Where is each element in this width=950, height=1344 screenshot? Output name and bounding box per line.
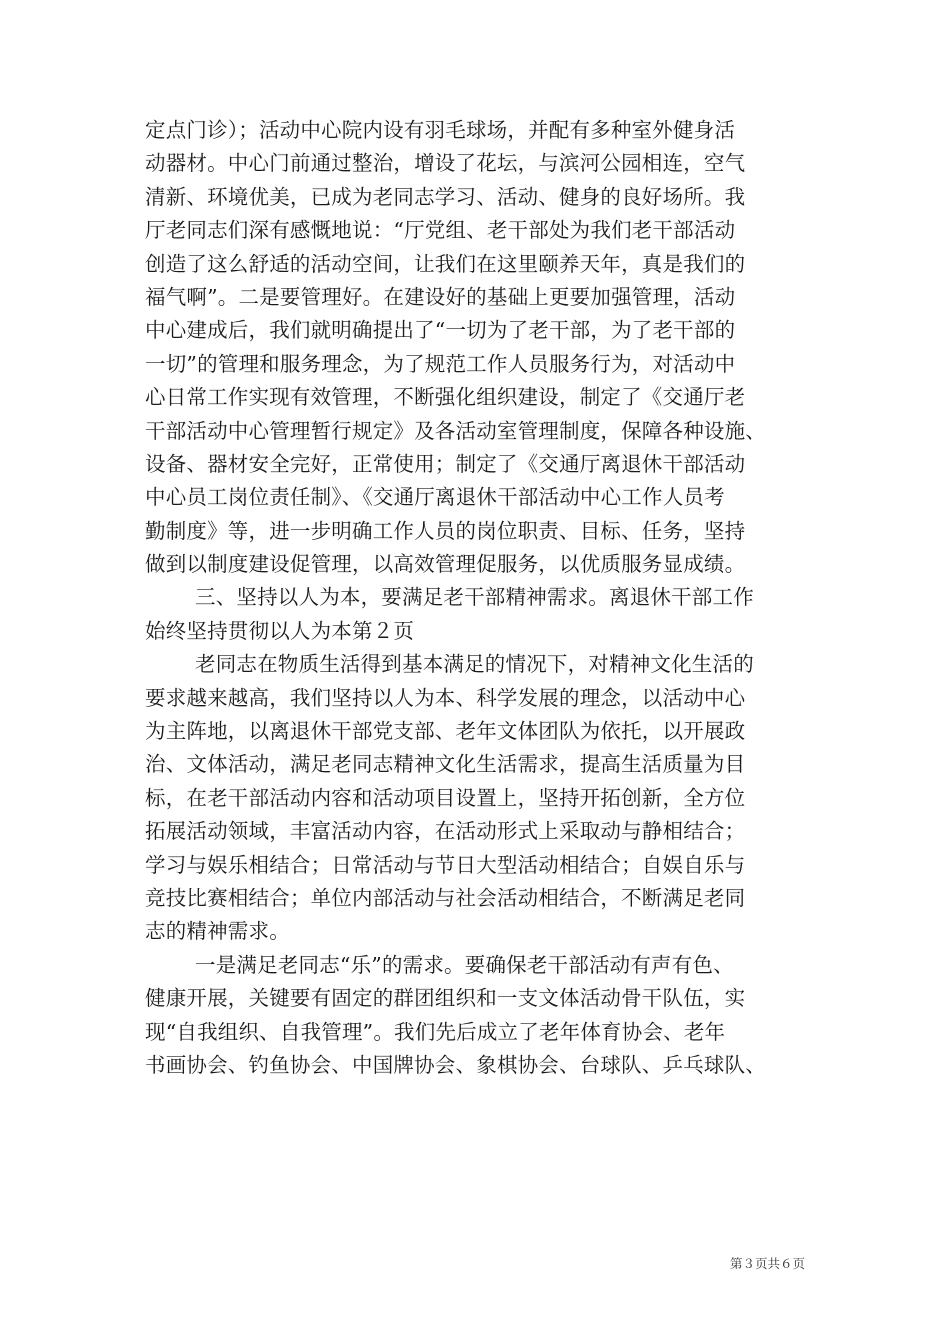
text-line: 一切”的管理和服务理念，为了规范工作人员服务行为，对活动中 — [145, 351, 736, 376]
text-line: 治、文体活动，满足老同志精神文化生活需求，提高生活质量为目 — [145, 752, 746, 777]
text-line: 定点门诊）；活动中心院内设有羽毛球场，并配有多种室外健身活 — [145, 118, 736, 142]
text-line: 清新、环境优美，已成为老同志学习、活动、健身的良好场所。我 — [145, 184, 746, 209]
text-line: 设备、器材安全完好，正常使用；制定了《交通厅离退休干部活动 — [145, 451, 746, 476]
page-number-footer: 第３页共６页 — [729, 1256, 805, 1271]
text-line: 动器材。中心门前通过整治，增设了花坛，与滨河公园相连，空气 — [145, 151, 746, 176]
text-line: 志的精神需求。 — [145, 919, 290, 944]
text-line: 厅老同志们深有感慨地说：“厅党组、老干部处为我们老干部活动 — [145, 218, 736, 243]
text-line: 做到以制度建设促管理，以高效管理促服务，以优质服务显成绩。 — [145, 552, 746, 577]
text-line: 创造了这么舒适的活动空间，让我们在这里颐养天年，真是我们的 — [145, 251, 746, 276]
text-line: 勤制度》等，进一步明确工作人员的岗位职责、目标、任务，坚持 — [145, 518, 746, 543]
document-body — [145, 114, 825, 1082]
text-line: 老同志在物质生活得到基本满足的情况下，对精神文化生活的 — [195, 652, 754, 677]
text-line: 学习与娱乐相结合；日常活动与节日大型活动相结合；自娱自乐与 — [145, 852, 746, 877]
text-line: 为主阵地，以离退休干部党支部、老年文体团队为依托，以开展政 — [145, 719, 746, 744]
text-line: 中心建成后，我们就明确提出了“一切为了老干部，为了老干部的 — [145, 318, 736, 343]
text-line: 标，在老干部活动内容和活动项目设置上，坚持开拓创新，全方位 — [145, 785, 746, 810]
text-line: 一是满足老同志“乐”的需求。要确保老干部活动有声有色、 — [195, 952, 734, 977]
text-line: 心日常工作实现有效管理，不断强化组织建设，制定了《交通厅老 — [145, 385, 746, 410]
text-line: 要求越来越高，我们坚持以人为本、科学发展的理念，以活动中心 — [145, 685, 746, 710]
text-line: 书画协会、钓鱼协会、中国牌协会、象棋协会、台球队、乒乓球队、 — [145, 1052, 766, 1077]
text-line: 健康开展，关键要有固定的群团组织和一支文体活动骨干队伍，实 — [145, 986, 746, 1011]
text-line: 三、坚持以人为本，要满足老干部精神需求。离退休干部工作 — [195, 585, 754, 610]
text-line: 干部活动中心管理暂行规定》及各活动室管理制度，保障各种设施、 — [145, 418, 766, 443]
text-line: 竞技比赛相结合；单位内部活动与社会活动相结合，不断满足老同 — [145, 885, 746, 910]
text-line: 现“自我组织、自我管理”。我们先后成立了老年体育协会、老年 — [145, 1019, 726, 1044]
text-line: 福气啊”。二是要管理好。在建设好的基础上更要加强管理，活动 — [145, 284, 736, 309]
text-line: 拓展活动领域，丰富活动内容，在活动形式上采取动与静相结合； — [145, 819, 746, 844]
text-line: 中心员工岗位责任制》、《交通厅离退休干部活动中心工作人员考 — [145, 485, 725, 510]
text-line: 始终坚持贯彻以人为本第２页 — [145, 618, 415, 643]
